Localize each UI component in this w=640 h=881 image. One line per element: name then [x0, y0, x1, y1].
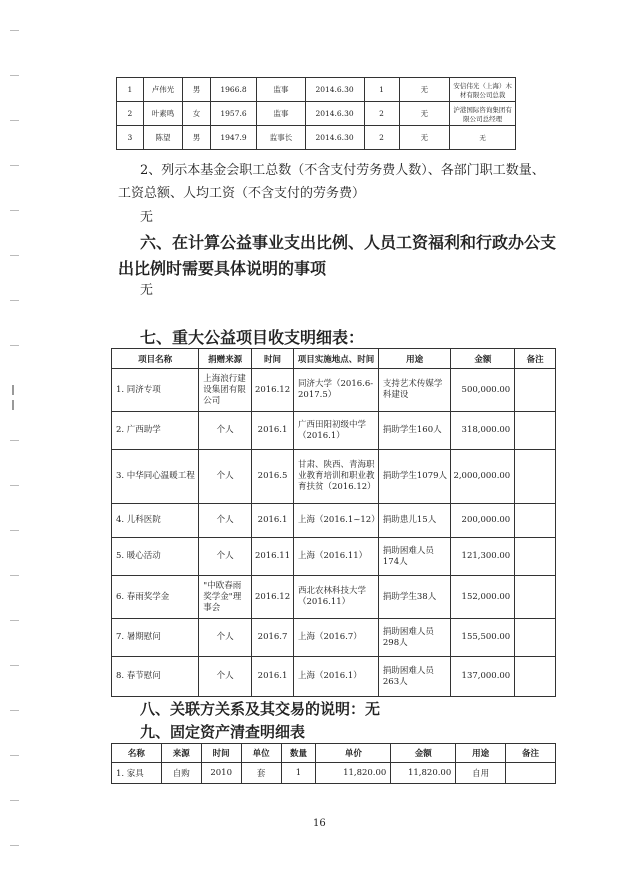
table-row: 1. 同济专项 上海浪行建设集团有限公司 2016.12 同济大学（2016.6-2017.5） 支持艺术传媒学科建设 500,000.00 — [112, 369, 556, 412]
section2-line1: 2、列示本基金会职工总数（不含支付劳务费人数）、各部门职工数量、 — [140, 163, 545, 178]
table-row: 8. 春节慰问 个人 2016.1 上海（2016.1） 捐助困难人员263人 137,000.00 — [112, 657, 556, 697]
table-row: 2. 广西助学 个人 2016.1 广西田阳初级中学（2016.1） 捐助学生160人 318,000.00 — [112, 412, 556, 450]
table-row: 2 叶素鸣 女 1957.6 监事 2014.6.30 2 无 沪港国际咨询集团有限公司总经理 — [117, 102, 516, 126]
table-row: 4. 儿科医院 个人 2016.1 上海（2016.1~12） 捐助患儿15人 200,000.00 — [112, 504, 556, 538]
table-row: 5. 暖心活动 个人 2016.11 上海（2016.11） 捐助困难人员174人 121,300.00 — [112, 538, 556, 576]
section9-title: 九、固定资产清查明细表 — [140, 723, 306, 741]
margin-mark — [10, 665, 19, 666]
margin-mark — [10, 120, 19, 121]
table-row: 3 陈望 男 1947.9 监事长 2014.6.30 2 无 无 — [117, 126, 516, 150]
margin-mark — [10, 620, 19, 621]
asset-table — [111, 743, 556, 784]
margin-mark — [10, 255, 19, 256]
margin-mark — [10, 530, 19, 531]
table-header-row: 名称 来源 时间 单位 数量 单价 金额 用途 备注 — [112, 744, 556, 763]
margin-mark — [10, 30, 19, 31]
section6-answer: 无 — [140, 283, 154, 298]
table-header-row: 项目名称 捐赠来源 时间 项目实施地点、时间 用途 金额 备注 — [112, 349, 556, 369]
margin-mark — [10, 485, 19, 486]
margin-mark — [12, 385, 14, 395]
table-row: 3. 中华同心温暖工程 个人 2016.5 甘肃、陕西、青海职业教育培训和职业教育扶贫（2016.12） 捐助学生1079人 2,000,000.00 — [112, 450, 556, 504]
section7-title: 七、重大公益项目收支明细表： — [140, 328, 365, 347]
margin-mark — [12, 400, 14, 410]
margin-mark — [10, 345, 19, 346]
project-table — [111, 348, 556, 697]
margin-mark — [10, 710, 19, 711]
margin-mark — [10, 800, 19, 801]
table-row: 7. 暑期慰问 个人 2016.7 上海（2016.7） 捐助困难人员298人 155,500.00 — [112, 619, 556, 657]
staff-table — [116, 77, 516, 150]
table-row: 1 卢伟光 男 1966.8 监事 2014.6.30 1 无 安信伟光（上海）木材有限公司总裁 — [117, 78, 516, 102]
margin-mark — [10, 165, 19, 166]
section2-line2: 工资总额、人均工资（不含支付的劳务费） — [118, 186, 366, 201]
margin-mark — [10, 845, 19, 846]
section2-answer: 无 — [140, 210, 154, 225]
margin-mark — [10, 210, 19, 211]
margin-mark — [10, 755, 19, 756]
table-row: 1. 家具 自购 2010 套 1 11,820.00 11,820.00 自用 — [112, 763, 556, 784]
section6-heading-line1: 六、在计算公益事业支出比例、人员工资福利和行政办公支 — [140, 233, 557, 252]
table-row: 6. 春雨奖学金 "中欧春雨奖学金"理事会 2016.12 西北农林科技大学（2016.11） 捐助学生38人 152,000.00 — [112, 576, 556, 619]
section8-heading: 八、关联方关系及其交易的说明：无 — [140, 700, 381, 718]
margin-mark — [10, 575, 19, 576]
margin-mark — [10, 440, 19, 441]
page-number: 16 — [313, 818, 326, 829]
section6-heading-line2: 出比例时需要具体说明的事项 — [118, 259, 327, 278]
margin-mark — [10, 75, 19, 76]
margin-mark — [10, 300, 19, 301]
